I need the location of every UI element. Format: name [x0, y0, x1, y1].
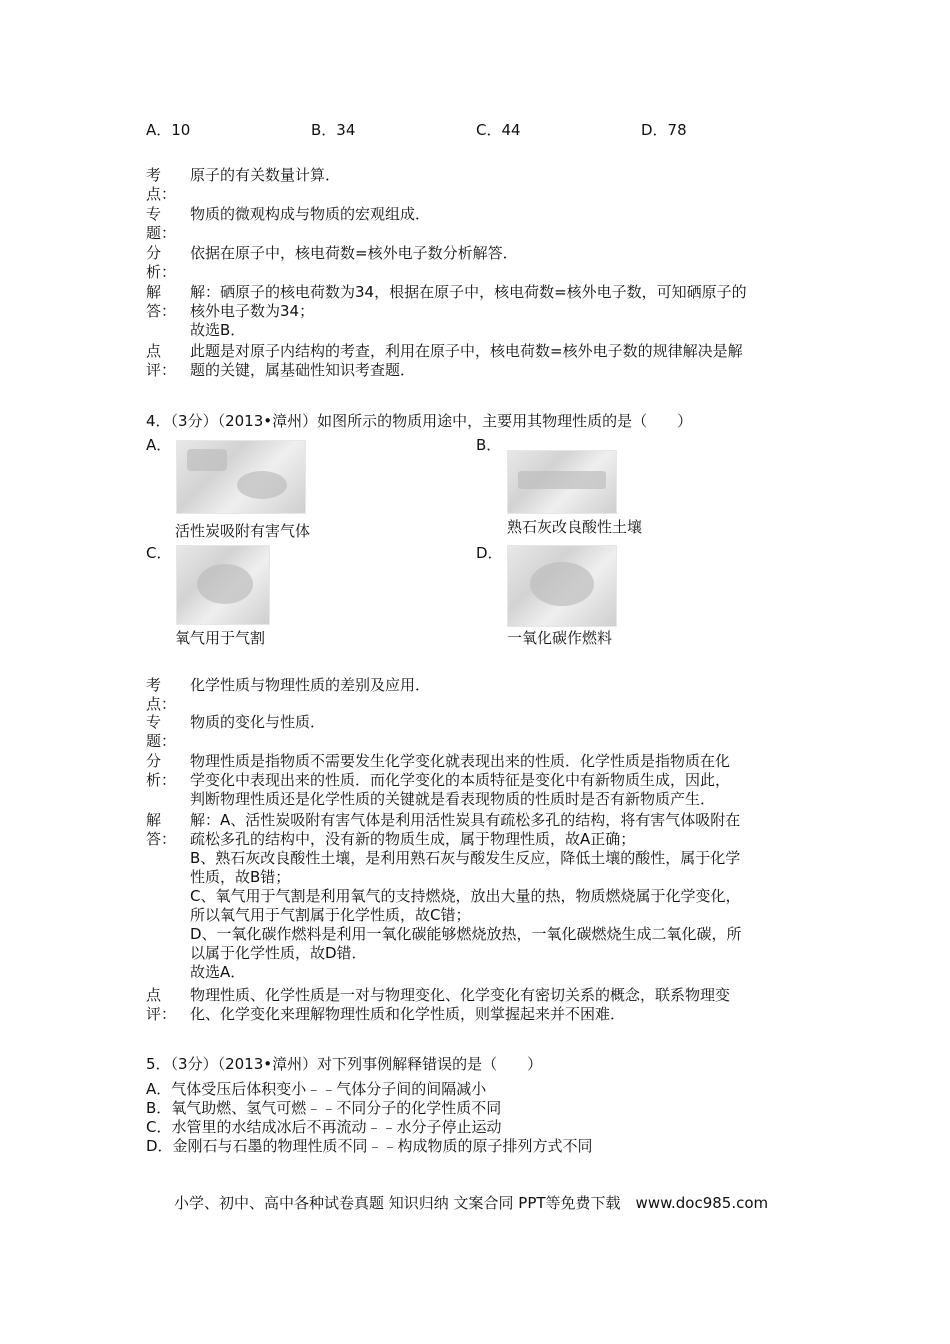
zhuanti-label: 专题： [146, 713, 177, 750]
option-a-letter: A． [146, 436, 172, 454]
page-footer: 小学、初中、高中各种试卷真题 知识归纳 文案合同 PPT等免费下载 www.doc985.com [174, 1194, 769, 1212]
jieda-text: 解：A、活性炭吸附有害气体是利用活性炭具有疏松多孔的结构，将有害气体吸附在 疏松多孔的结构中，没有新的物质生成，属于物理性质，故A正确； B、熟石灰改良酸性土壤，是利用熟石灰与酸发生反应，降低土壤的酸性，属于化学 性质，故B错； C、氧气用于气割是利用氧气的支持燃烧，放出大量的热，物质燃烧属于化学变化， 所以氧气用于气割属于化学性质，故C错； D、一氧化碳作燃料是利用一氧化碳能够燃烧放热，一氧化碳燃烧生成二氧化碳，所 以属于化学性质，故D错． 故选A． [190, 811, 742, 981]
option-b: B．34 [311, 121, 356, 139]
oxygen-cutting-image [176, 545, 270, 625]
carbon-monoxide-fuel-image [507, 545, 617, 627]
dianping-label: 点评： [146, 986, 177, 1023]
fenxi-text: 物理性质是指物质不需要发生化学变化就表现出来的性质．化学性质是指物质在化 学变化中表现出来的性质．而化学变化的本质特征是变化中有新物质生成，因此， 判断物理性质还是化学性质的关键就是看表现物质的性质时是否有新物质产生． [190, 752, 731, 808]
question-4-stem: 4．（3分）（2013•漳州）如图所示的物质用途中，主要用其物理性质的是（ ） [146, 412, 693, 430]
jieda-label: 解答： [146, 283, 177, 320]
option-d: D．78 [641, 121, 687, 139]
fenxi-label: 分析： [146, 752, 177, 789]
option-a: A．气体受压后体积变小﹣﹣气体分子间的间隔减小 [146, 1080, 487, 1098]
zhuanti-text: 物质的微观构成与物质的宏观组成． [190, 205, 431, 223]
zhuanti-label: 专题： [146, 205, 177, 242]
option-d-letter: D． [476, 544, 503, 562]
option-b-letter: B． [476, 436, 502, 454]
kaodian-text: 化学性质与物理性质的差别及应用． [190, 676, 431, 694]
option-d-caption: 一氧化碳作燃料 [507, 629, 613, 647]
dianping-text: 此题是对原子内结构的考查，利用在原子中，核电荷数=核外电子数的规律解决是解 题的关键，属基础性知识考查题． [190, 342, 743, 379]
option-a-caption: 活性炭吸附有害气体 [175, 522, 311, 540]
dianping-label: 点评： [146, 342, 177, 379]
fenxi-text: 依据在原子中，核电荷数=核外电子数分析解答． [190, 244, 518, 262]
option-d: D．金刚石与石墨的物理性质不同﹣﹣构成物质的原子排列方式不同 [146, 1137, 593, 1155]
slaked-lime-soil-image [507, 450, 617, 514]
jieda-label: 解答： [146, 811, 177, 848]
activated-carbon-image [176, 440, 306, 514]
fenxi-label: 分析： [146, 244, 177, 281]
option-a: A．10 [146, 121, 191, 139]
kaodian-label: 考点： [146, 166, 177, 203]
question-5-stem: 5．（3分）（2013•漳州）对下列事例解释错误的是（ ） [146, 1055, 543, 1073]
option-c: C．水管里的水结成冰后不再流动﹣﹣水分子停止运动 [146, 1118, 502, 1136]
option-c-caption: 氧气用于气割 [175, 629, 266, 647]
dianping-text: 物理性质、化学性质是一对与物理变化、化学变化有密切关系的概念，联系物理变 化、化学变化来理解物理性质和化学性质，则掌握起来并不困难． [190, 986, 731, 1023]
zhuanti-text: 物质的变化与性质． [190, 713, 326, 731]
option-c: C．44 [476, 121, 521, 139]
kaodian-text: 原子的有关数量计算． [190, 166, 341, 184]
jieda-text: 解：硒原子的核电荷数为34，根据在原子中，核电荷数=核外电子数，可知硒原子的 核外电子数为34； 故选B． [190, 283, 747, 339]
option-b: B．氧气助燃、氢气可燃﹣﹣不同分子的化学性质不同 [146, 1099, 502, 1117]
kaodian-label: 考点： [146, 676, 177, 713]
option-b-caption: 熟石灰改良酸性土壤 [507, 518, 643, 536]
option-c-letter: C． [146, 544, 172, 562]
